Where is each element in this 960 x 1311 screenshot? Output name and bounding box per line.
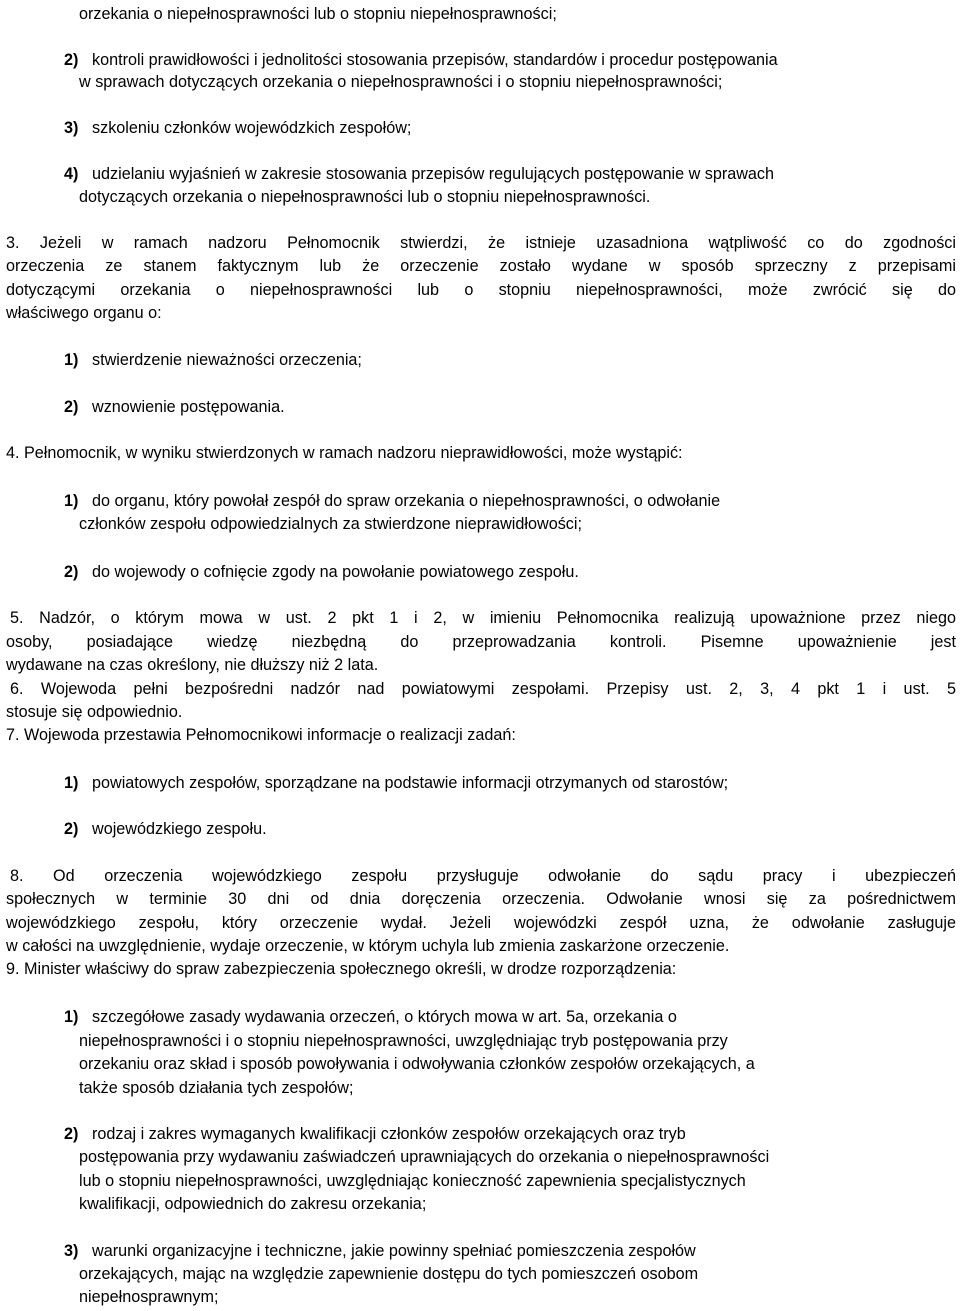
- list-number: 1): [64, 351, 79, 369]
- paragraph-line: 8. Od orzeczenia wojewódzkiego zespołu przysługuje odwołanie do sądu pracy i ubezpieczeń: [10, 867, 956, 885]
- paragraph-line: 6. Wojewoda pełni bezpośredni nadzór nad powiatowymi zespołami. Przepisy ust. 2, 3, 4 pkt 1 i ust. 5: [10, 680, 956, 698]
- list-item-text: wojewódzkiego zespołu.: [92, 820, 267, 838]
- list-item-text: postępowania przy wydawaniu zaświadczeń uprawniających do orzekania o niepełnosprawności: [79, 1148, 770, 1166]
- paragraph-line: 5. Nadzór, o którym mowa w ust. 2 pkt 1 i 2, w imieniu Pełnomocnika realizują upoważnione przez niego: [10, 609, 956, 627]
- list-item-text: także sposób działania tych zespołów;: [79, 1079, 354, 1097]
- list-number: 2): [64, 398, 79, 416]
- list-item-text: orzekających, mając na względzie zapewnienie dostępu do tych pomieszczeń osobom: [79, 1265, 699, 1283]
- list-item-text: kontroli prawidłowości i jednolitości stosowania przepisów, standardów i procedur postępowania: [92, 51, 778, 69]
- list-item-text: szkoleniu członków wojewódzkich zespołów;: [92, 119, 412, 137]
- paragraph-line: 9. Minister właściwy do spraw zabezpieczenia społecznego określi, w drodze rozporządzenia:: [6, 960, 677, 978]
- paragraph-line: 4. Pełnomocnik, w wyniku stwierdzonych w ramach nadzoru nieprawidłowości, może wystąpić:: [6, 444, 683, 462]
- list-number: 1): [64, 774, 79, 792]
- list-item-text: w sprawach dotyczących orzekania o niepełnosprawności i o stopniu niepełnosprawności;: [79, 73, 723, 91]
- list-number: 3): [64, 1242, 79, 1260]
- paragraph-line: orzeczenia ze stanem faktycznym lub że orzeczenie zostało wydane w sposób sprzeczny z przepisami: [6, 257, 956, 275]
- list-number: 3): [64, 119, 79, 137]
- list-item-text: do wojewody o cofnięcie zgody na powołanie powiatowego zespołu.: [92, 563, 579, 581]
- list-number: 2): [64, 563, 79, 581]
- list-number: 1): [64, 1008, 79, 1026]
- list-item-text: lub o stopniu niepełnosprawności, uwzględniając konieczność zapewnienia specjalistycznych: [79, 1172, 746, 1190]
- list-item-text: udzielaniu wyjaśnień w zakresie stosowania przepisów regulujących postępowanie w sprawach: [92, 165, 775, 183]
- paragraph-line: orzekania o niepełnosprawności lub o stopniu niepełnosprawności;: [79, 5, 557, 23]
- paragraph-line: 7. Wojewoda przestawia Pełnomocnikowi informacje o realizacji zadań:: [6, 726, 516, 744]
- list-item-text: szczegółowe zasady wydawania orzeczeń, o których mowa w art. 5a, orzekania o: [92, 1008, 677, 1026]
- list-item-text: stwierdzenie nieważności orzeczenia;: [92, 351, 362, 369]
- paragraph-line: osoby, posiadające wiedzę niezbędną do przeprowadzania kontroli. Pisemne upoważnienie jest: [6, 633, 956, 651]
- list-number: 2): [64, 820, 79, 838]
- paragraph-line: w całości na uwzględnienie, wydaje orzeczenie, w którym uchyla lub zmienia zaskarżone orzeczenie.: [6, 937, 730, 955]
- list-number: 2): [64, 51, 79, 69]
- list-item-text: orzekaniu oraz skład i sposób powoływania i odwoływania członków zespołów orzekających, a: [79, 1055, 755, 1073]
- list-item-text: członków zespołu odpowiedzialnych za stwierdzone nieprawidłowości;: [79, 515, 582, 533]
- paragraph-line: 3. Jeżeli w ramach nadzoru Pełnomocnik stwierdzi, że istnieje uzasadniona wątpliwość co do zgodności: [6, 234, 956, 252]
- list-item-text: niepełnosprawności i o stopniu niepełnosprawności, uwzględniając tryb postępowania przy: [79, 1032, 728, 1050]
- list-item-text: powiatowych zespołów, sporządzane na podstawie informacji otrzymanych od starostów;: [92, 774, 729, 792]
- list-number: 1): [64, 492, 79, 510]
- paragraph-line: wydawane na czas określony, nie dłuższy niż 2 lata.: [6, 656, 379, 674]
- paragraph-line: stosuje się odpowiednio.: [6, 703, 183, 721]
- list-number: 4): [64, 165, 79, 183]
- list-item-text: warunki organizacyjne i techniczne, jakie powinny spełniać pomieszczenia zespołów: [92, 1242, 696, 1260]
- paragraph-line: wojewódzkiego zespołu, który orzeczenie wydał. Jeżeli wojewódzki zespół uzna, że odwołanie zasługuje: [6, 914, 956, 932]
- list-item-text: dotyczących orzekania o niepełnosprawności lub o stopniu niepełnosprawności.: [79, 188, 651, 206]
- list-item-text: kwalifikacji, odpowiednich do zakresu orzekania;: [79, 1195, 427, 1213]
- list-item-text: niepełnosprawnym;: [79, 1288, 219, 1306]
- list-item-text: do organu, który powołał zespół do spraw orzekania o niepełnosprawności, o odwołanie: [92, 492, 721, 510]
- list-item-text: rodzaj i zakres wymaganych kwalifikacji członków zespołów orzekających oraz tryb: [92, 1125, 686, 1143]
- paragraph-line: właściwego organu o:: [6, 304, 162, 322]
- paragraph-line: dotyczącymi orzekania o niepełnosprawności lub o stopniu niepełnosprawności, może zwrócić się do: [6, 281, 956, 299]
- list-item-text: wznowienie postępowania.: [92, 398, 285, 416]
- paragraph-line: społecznych w terminie 30 dni od dnia doręczenia orzeczenia. Odwołanie wnosi się za pośrednictwem: [6, 890, 956, 908]
- list-number: 2): [64, 1125, 79, 1143]
